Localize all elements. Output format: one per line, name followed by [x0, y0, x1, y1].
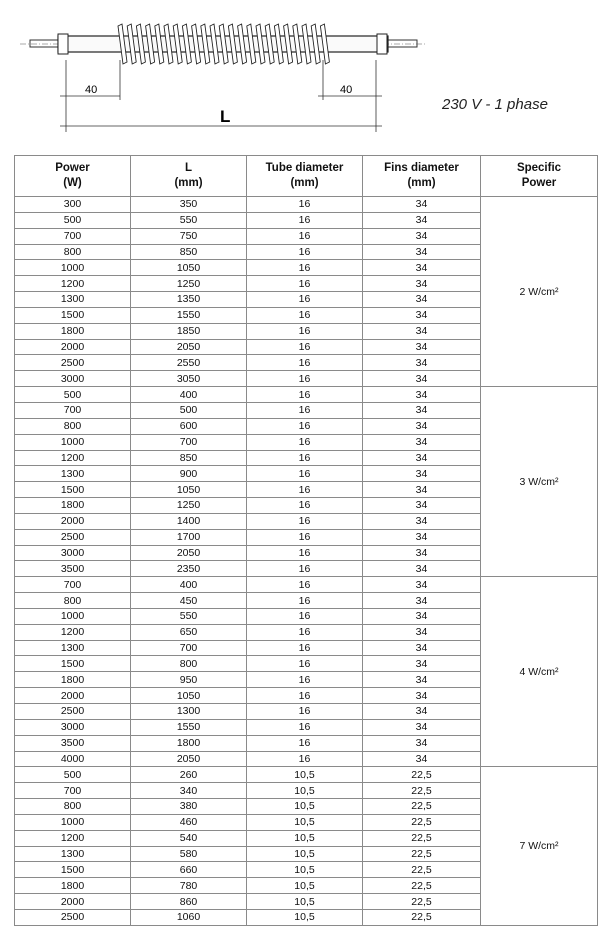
- tube-diameter-cell: 10,5: [247, 894, 363, 910]
- fins-diameter-cell: 34: [363, 276, 481, 292]
- fins-diameter-cell: 22,5: [363, 846, 481, 862]
- tube-diameter-cell: 16: [247, 529, 363, 545]
- power-cell: 3000: [15, 371, 131, 387]
- length-cell: 1250: [131, 498, 247, 514]
- power-cell: 1800: [15, 878, 131, 894]
- length-cell: 400: [131, 577, 247, 593]
- length-cell: 540: [131, 830, 247, 846]
- power-cell: 3500: [15, 735, 131, 751]
- fins-diameter-cell: 34: [363, 260, 481, 276]
- fins-diameter-cell: 34: [363, 735, 481, 751]
- tube-diameter-cell: 16: [247, 244, 363, 260]
- heater-fins: [118, 24, 329, 64]
- tube-diameter-cell: 10,5: [247, 846, 363, 862]
- tube-diameter-cell: 10,5: [247, 878, 363, 894]
- fins-diameter-cell: 34: [363, 704, 481, 720]
- length-cell: 900: [131, 466, 247, 482]
- length-cell: 500: [131, 402, 247, 418]
- power-cell: 700: [15, 577, 131, 593]
- fins-diameter-cell: 34: [363, 307, 481, 323]
- power-cell: 2500: [15, 704, 131, 720]
- tube-diameter-cell: 10,5: [247, 862, 363, 878]
- length-cell: 1850: [131, 323, 247, 339]
- tube-diameter-cell: 16: [247, 402, 363, 418]
- tube-diameter-cell: 16: [247, 418, 363, 434]
- length-cell: 2050: [131, 545, 247, 561]
- power-cell: 2000: [15, 339, 131, 355]
- specific-power-cell: 3 W/cm²: [481, 387, 598, 577]
- tube-diameter-cell: 16: [247, 624, 363, 640]
- power-cell: 3500: [15, 561, 131, 577]
- power-cell: 700: [15, 402, 131, 418]
- length-cell: 2350: [131, 561, 247, 577]
- length-cell: 340: [131, 783, 247, 799]
- length-cell: 1060: [131, 909, 247, 925]
- length-cell: 1550: [131, 719, 247, 735]
- fins-diameter-cell: 34: [363, 466, 481, 482]
- fins-diameter-cell: 22,5: [363, 862, 481, 878]
- fins-diameter-cell: 22,5: [363, 814, 481, 830]
- specific-power-cell: 7 W/cm²: [481, 767, 598, 925]
- fins-diameter-cell: 34: [363, 212, 481, 228]
- length-cell: 1350: [131, 292, 247, 308]
- length-dimension-label: L: [220, 107, 231, 126]
- fins-diameter-cell: 22,5: [363, 830, 481, 846]
- fins-diameter-cell: 22,5: [363, 894, 481, 910]
- length-cell: 450: [131, 593, 247, 609]
- length-cell: 1800: [131, 735, 247, 751]
- power-cell: 2000: [15, 688, 131, 704]
- fins-diameter-cell: 34: [363, 482, 481, 498]
- length-cell: 860: [131, 894, 247, 910]
- fins-diameter-cell: 34: [363, 292, 481, 308]
- tube-diameter-cell: 10,5: [247, 783, 363, 799]
- header-fins-diameter: Fins diameter (mm): [363, 156, 481, 197]
- fins-diameter-cell: 34: [363, 323, 481, 339]
- tube-diameter-cell: 16: [247, 371, 363, 387]
- tube-diameter-cell: 16: [247, 498, 363, 514]
- power-cell: 800: [15, 244, 131, 260]
- table-row: [15, 387, 598, 403]
- power-cell: 1800: [15, 672, 131, 688]
- length-cell: 950: [131, 672, 247, 688]
- fins-diameter-cell: 34: [363, 402, 481, 418]
- length-cell: 260: [131, 767, 247, 783]
- length-cell: 850: [131, 244, 247, 260]
- tube-diameter-cell: 16: [247, 513, 363, 529]
- length-cell: 580: [131, 846, 247, 862]
- fins-diameter-cell: 34: [363, 751, 481, 767]
- power-cell: 2500: [15, 909, 131, 925]
- table-row: [15, 197, 598, 213]
- power-cell: 800: [15, 593, 131, 609]
- power-cell: 3000: [15, 719, 131, 735]
- length-cell: 750: [131, 228, 247, 244]
- tube-diameter-cell: 10,5: [247, 909, 363, 925]
- power-cell: 500: [15, 212, 131, 228]
- tube-diameter-cell: 16: [247, 339, 363, 355]
- right-dimension-label: 40: [340, 84, 353, 96]
- fins-diameter-cell: 34: [363, 719, 481, 735]
- fins-diameter-cell: 22,5: [363, 799, 481, 815]
- power-cell: 2500: [15, 529, 131, 545]
- tube-diameter-cell: 16: [247, 355, 363, 371]
- power-cell: 700: [15, 783, 131, 799]
- power-cell: 1200: [15, 450, 131, 466]
- fins-diameter-cell: 34: [363, 450, 481, 466]
- table-row: [15, 767, 598, 783]
- tube-diameter-cell: 16: [247, 260, 363, 276]
- length-cell: 1250: [131, 276, 247, 292]
- tube-diameter-cell: 16: [247, 561, 363, 577]
- power-cell: 1300: [15, 466, 131, 482]
- power-cell: 1200: [15, 276, 131, 292]
- header-tube-diameter: Tube diameter (mm): [247, 156, 363, 197]
- power-cell: 1800: [15, 323, 131, 339]
- tube-diameter-cell: 10,5: [247, 814, 363, 830]
- fins-diameter-cell: 34: [363, 339, 481, 355]
- fins-diameter-cell: 22,5: [363, 783, 481, 799]
- fins-diameter-cell: 34: [363, 545, 481, 561]
- power-cell: 1000: [15, 814, 131, 830]
- fins-diameter-cell: 34: [363, 608, 481, 624]
- fins-diameter-cell: 34: [363, 498, 481, 514]
- power-cell: 700: [15, 228, 131, 244]
- fins-diameter-cell: 34: [363, 577, 481, 593]
- left-end-collar: [58, 34, 68, 54]
- length-cell: 780: [131, 878, 247, 894]
- specific-power-cell: 4 W/cm²: [481, 577, 598, 767]
- heater-drawing: [0, 0, 613, 150]
- power-cell: 1500: [15, 307, 131, 323]
- fins-diameter-cell: 22,5: [363, 878, 481, 894]
- tube-diameter-cell: 16: [247, 212, 363, 228]
- tube-diameter-cell: 16: [247, 482, 363, 498]
- length-cell: 1050: [131, 688, 247, 704]
- heater-spec-table: [14, 155, 598, 926]
- tube-diameter-cell: 16: [247, 704, 363, 720]
- left-dimension-label: 40: [85, 84, 98, 96]
- fins-diameter-cell: 34: [363, 688, 481, 704]
- tube-diameter-cell: 16: [247, 228, 363, 244]
- power-cell: 1300: [15, 292, 131, 308]
- fins-diameter-cell: 34: [363, 418, 481, 434]
- length-cell: 2550: [131, 355, 247, 371]
- fins-diameter-cell: 34: [363, 624, 481, 640]
- tube-diameter-cell: 16: [247, 656, 363, 672]
- length-cell: 1050: [131, 260, 247, 276]
- length-cell: 2050: [131, 751, 247, 767]
- power-cell: 1500: [15, 862, 131, 878]
- power-cell: 1000: [15, 608, 131, 624]
- power-cell: 800: [15, 418, 131, 434]
- power-cell: 1200: [15, 830, 131, 846]
- header-length: L (mm): [131, 156, 247, 197]
- tube-diameter-cell: 16: [247, 640, 363, 656]
- fins-diameter-cell: 22,5: [363, 767, 481, 783]
- fins-diameter-cell: 34: [363, 197, 481, 213]
- fins-diameter-cell: 34: [363, 513, 481, 529]
- fins-diameter-cell: 34: [363, 244, 481, 260]
- power-cell: 500: [15, 387, 131, 403]
- header-power: Power (W): [15, 156, 131, 197]
- specific-power-cell: 2 W/cm²: [481, 197, 598, 387]
- tube-diameter-cell: 16: [247, 672, 363, 688]
- fins-diameter-cell: 34: [363, 640, 481, 656]
- tube-diameter-cell: 16: [247, 307, 363, 323]
- length-cell: 3050: [131, 371, 247, 387]
- right-terminal-rod: [387, 40, 417, 47]
- fins-diameter-cell: 34: [363, 593, 481, 609]
- fins-diameter-cell: 34: [363, 656, 481, 672]
- length-cell: 550: [131, 608, 247, 624]
- length-cell: 700: [131, 640, 247, 656]
- finned-heater-diagram: [0, 0, 613, 150]
- power-cell: 1500: [15, 482, 131, 498]
- tube-diameter-cell: 10,5: [247, 830, 363, 846]
- tube-diameter-cell: 10,5: [247, 767, 363, 783]
- length-cell: 380: [131, 799, 247, 815]
- length-cell: 350: [131, 197, 247, 213]
- length-cell: 400: [131, 387, 247, 403]
- tube-diameter-cell: 16: [247, 688, 363, 704]
- length-cell: 660: [131, 862, 247, 878]
- power-cell: 1800: [15, 498, 131, 514]
- header-specific-power: Specific Power: [481, 156, 598, 197]
- length-cell: 550: [131, 212, 247, 228]
- length-cell: 1400: [131, 513, 247, 529]
- power-cell: 2500: [15, 355, 131, 371]
- table-body: [15, 197, 598, 926]
- tube-diameter-cell: 16: [247, 434, 363, 450]
- power-cell: 2000: [15, 894, 131, 910]
- tube-diameter-cell: 16: [247, 292, 363, 308]
- left-terminal-rod: [30, 40, 58, 47]
- tube-diameter-cell: 16: [247, 719, 363, 735]
- fins-diameter-cell: 34: [363, 371, 481, 387]
- power-cell: 1300: [15, 640, 131, 656]
- fins-diameter-cell: 34: [363, 387, 481, 403]
- tube-diameter-cell: 16: [247, 751, 363, 767]
- power-cell: 1200: [15, 624, 131, 640]
- power-cell: 300: [15, 197, 131, 213]
- power-cell: 1500: [15, 656, 131, 672]
- power-cell: 1000: [15, 434, 131, 450]
- right-end-collar: [377, 34, 387, 54]
- fins-diameter-cell: 34: [363, 355, 481, 371]
- fins-diameter-cell: 34: [363, 434, 481, 450]
- tube-diameter-cell: 16: [247, 276, 363, 292]
- length-cell: 2050: [131, 339, 247, 355]
- length-cell: 1550: [131, 307, 247, 323]
- power-cell: 3000: [15, 545, 131, 561]
- tube-diameter-cell: 16: [247, 197, 363, 213]
- tube-diameter-cell: 16: [247, 450, 363, 466]
- tube-diameter-cell: 16: [247, 608, 363, 624]
- length-cell: 700: [131, 434, 247, 450]
- tube-diameter-cell: 16: [247, 545, 363, 561]
- power-cell: 500: [15, 767, 131, 783]
- power-cell: 2000: [15, 513, 131, 529]
- power-cell: 1300: [15, 846, 131, 862]
- tube-diameter-cell: 16: [247, 466, 363, 482]
- tube-diameter-cell: 16: [247, 577, 363, 593]
- fins-diameter-cell: 22,5: [363, 909, 481, 925]
- table-row: [15, 577, 598, 593]
- power-cell: 4000: [15, 751, 131, 767]
- length-cell: 1700: [131, 529, 247, 545]
- tube-diameter-cell: 10,5: [247, 799, 363, 815]
- length-cell: 850: [131, 450, 247, 466]
- tube-diameter-cell: 16: [247, 593, 363, 609]
- fins-diameter-cell: 34: [363, 228, 481, 244]
- fins-diameter-cell: 34: [363, 561, 481, 577]
- power-cell: 1000: [15, 260, 131, 276]
- fins-diameter-cell: 34: [363, 672, 481, 688]
- length-cell: 1050: [131, 482, 247, 498]
- length-cell: 650: [131, 624, 247, 640]
- power-cell: 800: [15, 799, 131, 815]
- fins-diameter-cell: 34: [363, 529, 481, 545]
- length-cell: 800: [131, 656, 247, 672]
- length-cell: 1300: [131, 704, 247, 720]
- phase-label: 230 V - 1 phase: [442, 96, 548, 113]
- length-cell: 460: [131, 814, 247, 830]
- length-cell: 600: [131, 418, 247, 434]
- table-header-row: [15, 156, 598, 197]
- tube-diameter-cell: 16: [247, 323, 363, 339]
- tube-diameter-cell: 16: [247, 735, 363, 751]
- tube-diameter-cell: 16: [247, 387, 363, 403]
